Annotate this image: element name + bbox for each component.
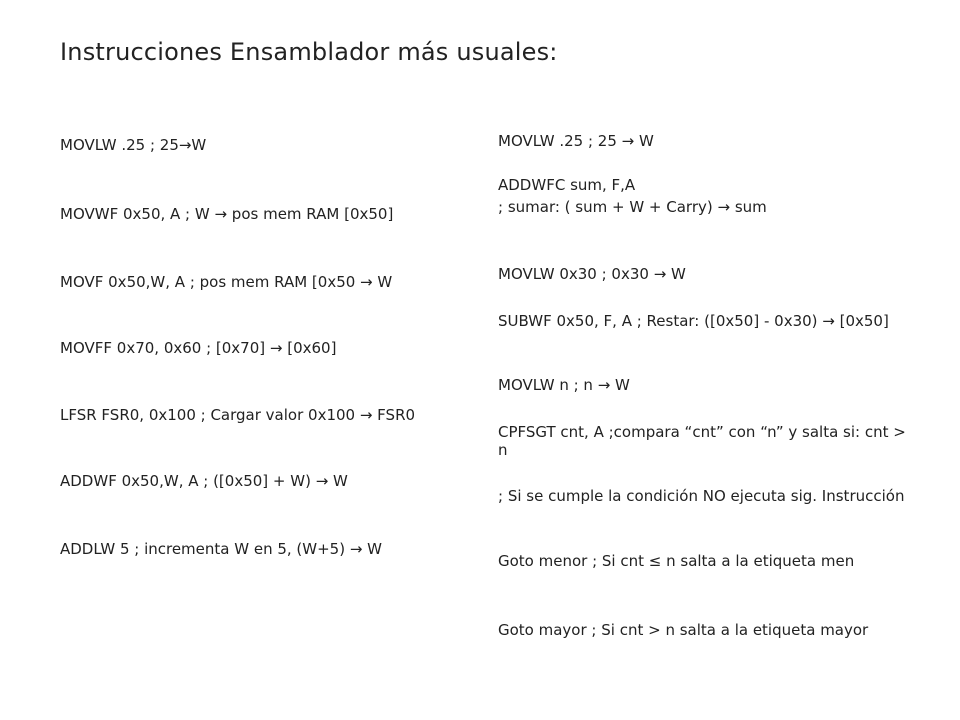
comment-sumar: ; sumar: ( sum + W + Carry) → sum [498, 198, 767, 216]
instruction-movlw-25: MOVLW .25 ; 25→W [60, 136, 207, 154]
instruction-movwf: MOVWF 0x50, A ; W → pos mem RAM [0x50] [60, 205, 394, 223]
instruction-addwf: ADDWF 0x50,W, A ; ([0x50] + W) → W [60, 472, 348, 490]
instruction-movf: MOVF 0x50,W, A ; pos mem RAM [0x50 → W [60, 273, 393, 291]
instruction-movlw-25-right: MOVLW .25 ; 25 → W [498, 132, 654, 150]
instruction-goto-mayor: Goto mayor ; Si cnt > n salta a la etiqueta mayor [498, 621, 869, 639]
slide-title: Instrucciones Ensamblador más usuales: [60, 38, 558, 66]
instruction-movlw-0x30: MOVLW 0x30 ; 0x30 → W [498, 265, 686, 283]
instruction-movlw-n: MOVLW n ; n → W [498, 376, 630, 394]
instruction-movff: MOVFF 0x70, 0x60 ; [0x70] → [0x60] [60, 339, 337, 357]
instruction-goto-menor: Goto menor ; Si cnt ≤ n salta a la etiqueta men [498, 552, 855, 570]
instruction-lfsr: LFSR FSR0, 0x100 ; Cargar valor 0x100 → FSR0 [60, 406, 416, 424]
instruction-addlw: ADDLW 5 ; incrementa W en 5, (W+5) → W [60, 540, 383, 558]
instruction-subwf: SUBWF 0x50, F, A ; Restar: ([0x50] - 0x30) → [0x50] [498, 312, 889, 330]
comment-si-se-cumple: ; Si se cumple la condición NO ejecuta sig. Instrucción [498, 487, 905, 505]
instruction-addwfc: ADDWFC sum, F,A [498, 176, 636, 194]
instruction-cpfsgt: CPFSGT cnt, A ;compara “cnt” con “n” y salta si: cnt > n [498, 423, 906, 459]
